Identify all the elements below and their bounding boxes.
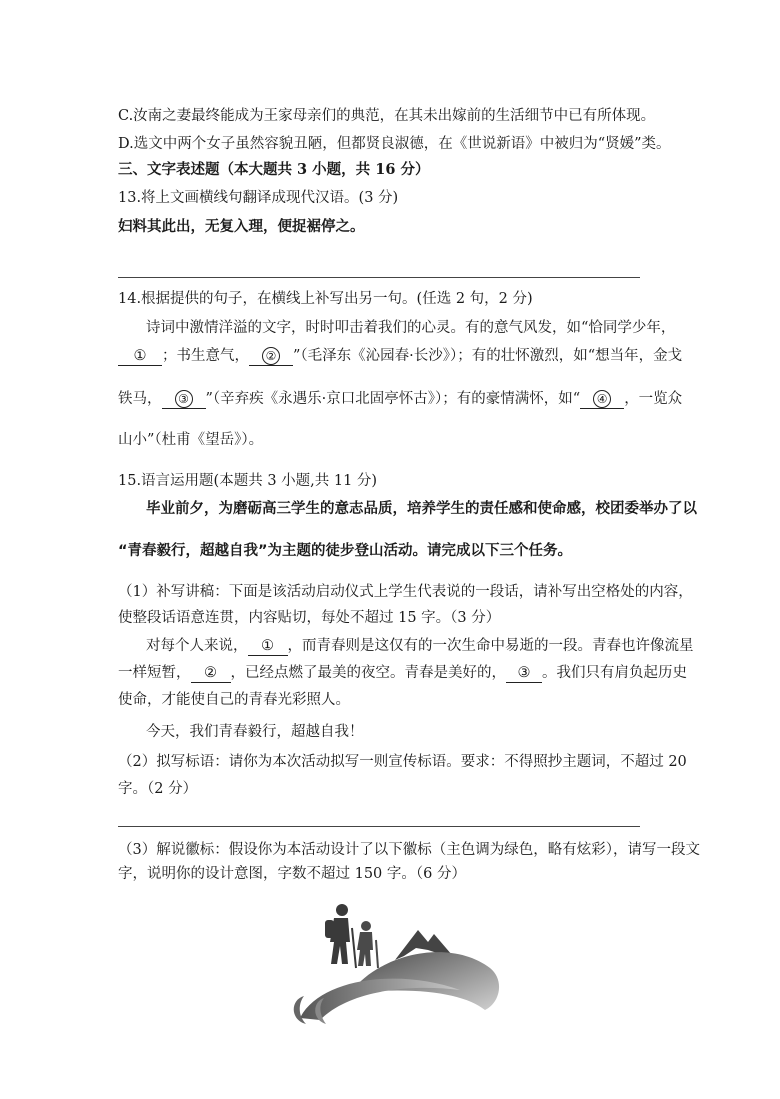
q13-sentence: 妇料其此出，无复入理，便捉裾停之。	[118, 219, 365, 235]
swirl-c-left	[294, 996, 306, 1024]
q15-part1-line1: （1）补写讲稿：下面是该活动启动仪式上学生代表说的一段话，请补写出空格处的内容，	[118, 584, 693, 600]
blank-number: ③	[517, 665, 531, 681]
blank-number: ④	[593, 390, 611, 408]
q15-part3-line1: （3）解说徽标：假设你为本活动设计了以下徽标（主色调为绿色，略有炫彩），请写一段文	[118, 842, 700, 858]
speech-text: 一样短暂，	[118, 665, 191, 681]
q15-speech-line3: 使命，才能使自己的青春光彩照人。	[118, 692, 350, 708]
q15-blank-3[interactable]	[506, 664, 542, 683]
blank-number: ②	[204, 665, 217, 681]
q15-speech-line1	[146, 636, 694, 656]
q15-intro-1: 毕业前夕，为磨砺高三学生的意志品质，培养学生的责任感和使命感，校团委举办了以	[146, 501, 697, 517]
q15-blank-2[interactable]	[191, 664, 231, 683]
swirl-shape	[300, 979, 460, 1020]
q15-speech-line4: 今天，我们青春毅行，超越自我！	[146, 724, 364, 740]
q15-blank-1[interactable]	[248, 637, 288, 656]
q14-text: 铁马，	[118, 391, 162, 407]
option-d: D.选文中两个女子虽然容貌丑陋，但都贤良淑德，在《世说新语》中被归为“贤媛”类。	[118, 136, 671, 152]
q14-line-1: 诗词中激情洋溢的文字，时时叩击着我们的心灵。有的意气风发，如“恰同学少年，	[146, 320, 676, 336]
q14-line-4: 山小”（杜甫《望岳》）。	[118, 432, 264, 448]
q15-part1-line2: 使整段话语意连贯，内容贴切，每处不超过 15 字。（3 分）	[118, 610, 501, 626]
q14-blank-4[interactable]	[580, 390, 624, 409]
speech-text: ，已经点燃了最美的夜空。青春是美好的，	[230, 665, 506, 681]
q14-blank-2[interactable]	[249, 347, 293, 366]
blank-number: ②	[262, 347, 280, 365]
q15-prompt: 15.语言运用题(本题共 3 小题,共 11 分)	[118, 473, 378, 489]
q13-prompt: 13.将上文画横线句翻译成现代汉语。(3 分)	[118, 190, 399, 206]
q15-part2-line2: 字。（2 分）	[118, 781, 198, 797]
hiking-logo-image	[290, 898, 510, 1038]
q15-part2-line1: （2）拟写标语：请你为本次活动拟写一则宣传标语。要求：不得照抄主题词，不超过 20	[118, 754, 687, 770]
q15-speech-line2	[118, 663, 687, 683]
q14-text: ”（辛弃疾《永遇乐·京口北固亭怀古》）；有的豪情满怀，如“	[205, 391, 581, 407]
q14-line-3	[118, 389, 682, 409]
q15-intro-2: “青春毅行，超越自我”为主题的徒步登山活动。请完成以下三个任务。	[118, 543, 573, 559]
q14-prompt: 14.根据提供的句子，在横线上补写出另一句。(任选 2 句，2 分)	[118, 291, 533, 307]
q14-text: ，一览众	[624, 391, 683, 407]
option-c: C.汝南之妻最终能成为王家母亲们的典范，在其未出嫁前的生活细节中已有所体现。	[118, 108, 656, 124]
q13-answer-line[interactable]	[118, 277, 640, 278]
hiker-child-icon	[357, 921, 378, 968]
speech-text: 。我们只有肩负起历史	[542, 665, 687, 681]
q14-text: ；书生意气，	[162, 348, 249, 364]
q14-line-2	[118, 346, 682, 366]
q14-blank-3[interactable]	[162, 390, 206, 409]
q14-text: ”（毛泽东《沁园春·长沙》）；有的壮怀激烈，如“想当年，金戈	[293, 348, 683, 364]
q15-part3-line2: 字，说明你的设计意图，字数不超过 150 字。（6 分）	[118, 866, 466, 882]
blank-number: ③	[175, 390, 193, 408]
hiker-adult-icon	[325, 904, 356, 968]
blank-number: ①	[133, 348, 147, 364]
blank-number: ①	[261, 638, 274, 654]
section3-title: 三、文字表述题（本大题共 3 小题，共 16 分）	[118, 161, 430, 178]
q14-blank-1[interactable]	[118, 347, 162, 366]
q15-part2-answer-line[interactable]	[118, 826, 640, 827]
speech-text: ，而青春则是这仅有的一次生命中易逝的一段。青春也许像流星	[287, 638, 694, 654]
speech-text: 对每个人来说，	[146, 638, 248, 654]
